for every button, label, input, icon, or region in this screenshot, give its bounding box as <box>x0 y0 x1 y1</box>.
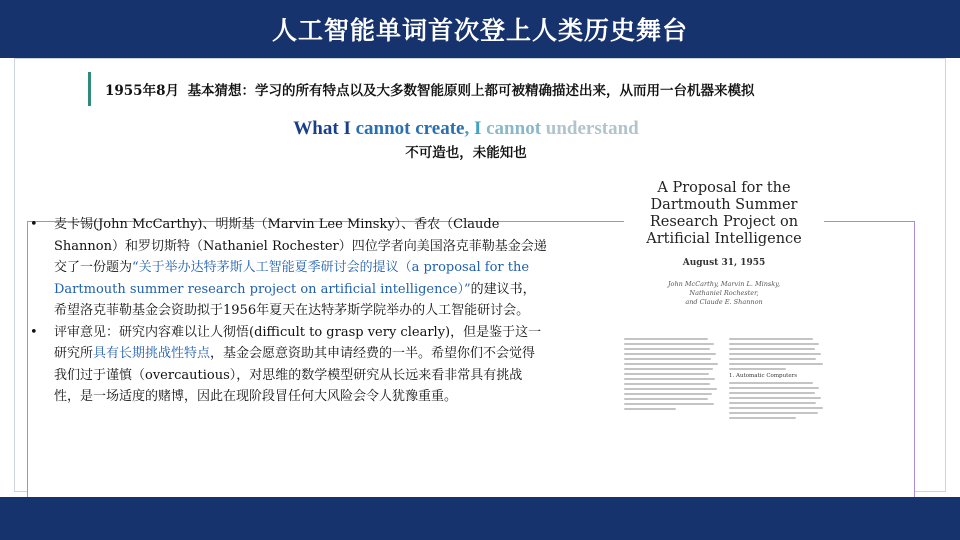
text-line <box>729 363 823 365</box>
text-line <box>729 402 816 404</box>
paper-title-line: A Proposal for the <box>657 180 791 196</box>
bullet-highlight: “关于举办达特茅斯人工智能夏季研讨会的提议（a proposal for the Dartmouth summer research project on artificial intelligence）” <box>54 260 530 297</box>
bullet-dot: • <box>30 324 38 340</box>
date-row <box>88 72 755 106</box>
paper-title-line: Artificial Intelligence <box>646 231 802 247</box>
paper-title <box>624 180 824 248</box>
date-label: 1955年8月 <box>105 83 179 99</box>
bullet-text: 麦卡锡(John McCarthy)、明斯基（Marvin Lee Minsky）、香农（Claude Shannon）和罗切斯特（Nathaniel Rochester）四位学者向美国洛克菲勒基金会递交了一份题为 <box>54 217 547 275</box>
text-line <box>729 368 786 370</box>
paper-author-line: and Claude E. Shannon <box>685 298 763 306</box>
text-line <box>729 382 813 384</box>
paper-body-columns <box>624 338 824 422</box>
paper-column-left <box>624 338 719 422</box>
text-line <box>624 388 717 390</box>
bullet-text: ，基金会愿意资助其申请经费的一半。希望你们不会觉得我们过于谨慎（overcautious），对思维的数学模型研究从长远来看非常具有挑战性，是一场适度的赌博，因此在现阶段冒任何大风险会令人犹豫重重。 <box>54 346 536 404</box>
text-line <box>624 348 710 350</box>
paper-authors <box>624 280 824 307</box>
bullet-highlight: 具有长期挑战性特点 <box>93 346 211 361</box>
text-line <box>729 412 818 414</box>
quote-part: understand <box>541 118 639 139</box>
header-bar <box>0 0 960 58</box>
proposal-document-image <box>624 180 824 445</box>
text-line <box>729 407 823 409</box>
bullet-text: 评审意见：研究内容难以让人彻悟(difficult to grasp very clearly)，但是鉴于这一研究所 <box>54 324 542 361</box>
slide-title: 人工智能单词首次登上人类历史舞台 <box>271 16 688 45</box>
bullet-list <box>28 214 548 408</box>
text-line <box>729 358 816 360</box>
text-line <box>624 358 711 360</box>
text-line <box>624 403 714 405</box>
bullet-text: 的建议书，希望洛克菲勒基金会资助拟于1956年夏天在达特茅斯学院举办的人工智能研讨会。 <box>54 281 536 318</box>
quote-part: cannot create <box>355 118 465 139</box>
quote-chinese: 不可造也，未能知也 <box>405 145 527 161</box>
text-line <box>729 417 796 419</box>
text-line <box>624 363 718 365</box>
list-item <box>28 322 548 408</box>
date-text: 基本猜想：学习的所有特点以及大多数智能原则上都可被精确描述出来，从而用一台机器来模拟 <box>187 83 755 99</box>
paper-title-line: Research Project on <box>649 214 799 230</box>
list-item <box>28 214 548 322</box>
date-line <box>105 79 755 99</box>
quote-part: What I <box>293 118 356 139</box>
text-line <box>624 378 715 380</box>
text-line <box>729 353 821 355</box>
text-line <box>729 397 821 399</box>
text-line <box>624 353 716 355</box>
quote-part: , I <box>464 118 487 139</box>
paper-section-heading: 1. Automatic Computers <box>729 373 798 379</box>
quote-part: cannot <box>486 118 542 139</box>
text-line <box>624 393 712 395</box>
paper-column-right <box>729 338 824 422</box>
text-line <box>624 383 710 385</box>
text-line <box>624 373 709 375</box>
accent-bar <box>88 72 91 106</box>
paper-date: August 31, 1955 <box>682 258 766 268</box>
text-line <box>729 343 819 345</box>
text-line <box>624 368 713 370</box>
paper-author-line: Nathaniel Rochester, <box>689 289 759 297</box>
text-line <box>729 392 815 394</box>
text-line <box>729 387 819 389</box>
text-line <box>624 343 714 345</box>
text-line <box>729 348 815 350</box>
bullet-dot: • <box>30 217 38 232</box>
text-line <box>624 408 676 410</box>
text-line <box>624 398 708 400</box>
text-line <box>729 338 813 340</box>
paper-title-line: Dartmouth Summer <box>650 197 798 213</box>
footer-bar <box>0 497 960 540</box>
text-line <box>624 338 708 340</box>
quote-english <box>0 118 932 140</box>
paper-author-line: John McCarthy, Marvin L. Minsky, <box>667 280 781 288</box>
